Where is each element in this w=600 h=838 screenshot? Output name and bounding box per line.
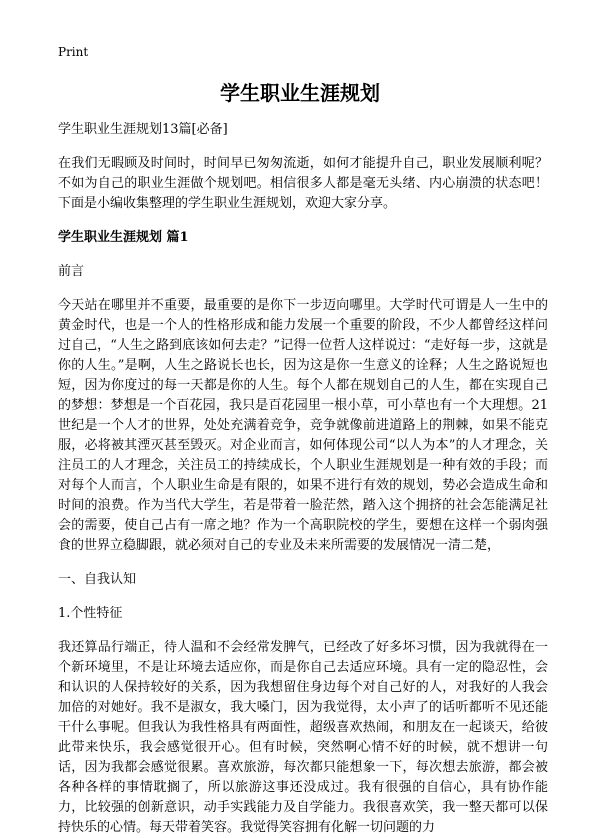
document-title: 学生职业生涯规划 [220,81,380,105]
preface-label: 前言 [58,264,85,279]
traits-paragraph: 我还算品行端正，待人温和不会经常发脾气，已经改了好多坏习惯，因为我就得在一个新环境里，不是让环境去适应你，而是你自己去适应环境。具有一定的隐忍性，会和认识的人保持较好的关系，因为我想留住身边每个对自己好的人，对我好的人我会加倍的对她好。我不是淑女，我大嗓门，因为我觉得，太小声了的话听都听不见还能干什么事呢。但我认为我性格具有两面性，超级喜欢热闹，和朋友在一起谈天，给彼此带来快乐，我会感觉很开心。但有时候，突然啊心情不好的时候，就不想讲一句话，因为我都会感觉很累。喜欢旅游，每次都只能想象一下，每次想去旅游，都会被各种各样的事情耽搁了，所以旅游这事还没成过。我有很强的自信心，具有协作能力，比较强的创新意识，动手实践能力及自学能力。我很喜欢笑，我一整天都可以保持快乐的心情。每天带着笑容。我觉得笑容拥有化解一切问题的力 [58,640,548,835]
section-heading: 学生职业生涯规划 篇1 [58,230,189,245]
document-body [58,120,548,838]
print-label: Print [58,45,89,59]
heading-personality-traits: 1.个性特征 [58,606,123,621]
body-paragraph: 今天站在哪里并不重要，最重要的是你下一步迈向哪里。大学时代可谓是人一生中的黄金时代，也是一个人的性格形成和能力发展一个重要的阶段，不少人都曾经这样问过自己，“人生之路到底该如何去走？”记得一位哲人这样说过：“走好每一步，这就是你的人生。”是啊，人生之路说长也长，因为这是你一生意义的诠释；人生之路说短也短，因为你度过的每一天都是你的人生。每个人都在规划自己的人生，都在实现自己的梦想：梦想是一个百花园，我只是百花园里一根小草，可小草也有一个大理想。21世纪是一个人才的世界，处处充满着竞争，竞争就像前进道路上的荆棘，如果不能克服，必将被其湮灭甚至毁灭。对企业而言，如何体现公司“以人为本”的人才理念，关注员工的人才理念，关注员工的持续成长，个人职业生涯规划是一种有效的手段；而对每个人而言，个人职业生命是有限的，如果不进行有效的规划，势必会造成生命和时间的浪费。作为当代大学生，若是带着一脸茫然，踏入这个拥挤的社会怎能满足社会的需要，使自己占有一席之地？作为一个高职院校的学生，要想在这样一个弱肉强食的世界立稳脚跟，就必须对自己的专业及未来所需要的发展情况一清二楚， [58,298,548,553]
heading-self-awareness: 一、自我认知 [58,572,137,587]
intro-paragraph: 在我们无暇顾及时间时，时间早已匆匆流逝，如何才能提升自己，职业发展顺利呢？不如为自己的职业生涯做个规划吧。相信很多人都是毫无头绪、内心崩溃的状态吧！下面是小编收集整理的学生职业生涯规划，欢迎大家分享。 [58,156,548,211]
document-subtitle: 学生职业生涯规划13篇[必备] [58,122,228,137]
